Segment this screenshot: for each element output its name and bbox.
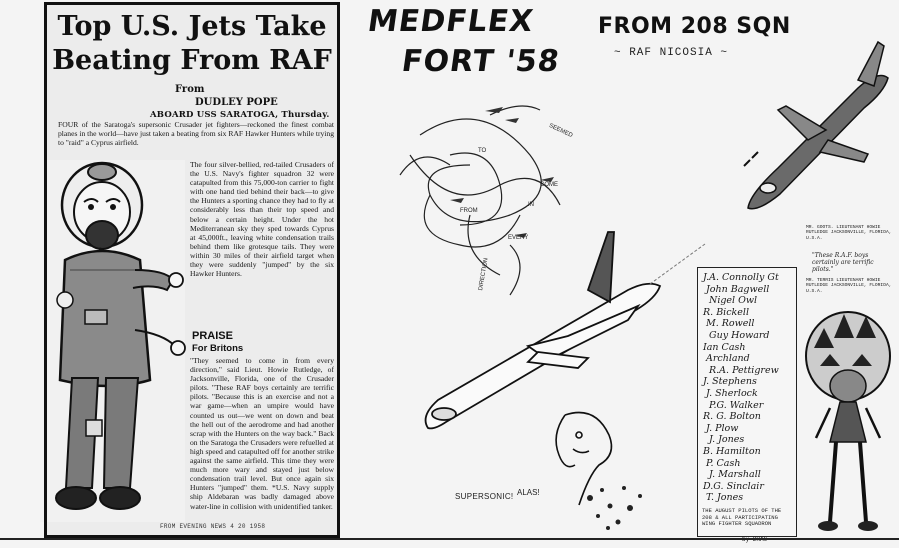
byline-from: From	[175, 84, 205, 95]
article-paragraph-1: FOUR of the Saratoga's supersonic Crusader jet fighters—reckoned the finest combat planes in the world—have just taken a beating from six RAF Hawker Hunters while trying to "raid" a Cyprus airfield.	[58, 120, 334, 148]
note-quote: "These R.A.F. boys certainly are terrific pilots."	[812, 252, 874, 273]
signature-footer: THE AUGUST PILOTS OF THE 208 & ALL PARTICIPATING WING FIGHTER SQUADRON	[702, 507, 782, 527]
headline-line-2: Beating From RAF	[52, 45, 332, 76]
article-paragraph-2: The four silver-bellied, red-tailed Crusaders of the U.S. Navy's fighter squadron 32 were catapulted from this 75,000-ton carrier to fight with one hand tied behind their back—to give the Hunters a sporting chance they had to fly at considerably less than their top speed and below a certain height. Under the hot Mediterranean sky they sped towards Cyprus at 45,000ft., leaving white condensation trails behind them like grotesque tails. They were within 30 miles of their airfield target when they were suddenly "jumped" by the six Hawker Hunters.	[190, 160, 334, 279]
tribal-mask-cartoon	[800, 308, 898, 538]
title-from-208-sqn: FROM 208 SQN	[598, 14, 791, 39]
signature: J. Sherlock	[706, 388, 758, 399]
title-raf-nicosia: ~ RAF NICOSIA ~	[614, 47, 729, 59]
headline-line-1: Top U.S. Jets Take	[57, 11, 327, 42]
sketch-label-in: IN	[528, 202, 534, 208]
sketch-label-direction: DIRECTION	[478, 257, 490, 292]
signature: D.G. Sinclair	[703, 480, 764, 492]
signature: T. Jones	[706, 492, 744, 504]
sketch-label-to: TO	[478, 148, 487, 154]
signature: R. G. Bolton	[703, 411, 761, 423]
signature: P.G. Walker	[709, 399, 764, 411]
signature: M. Rowell	[706, 318, 755, 330]
article-paragraph-3: "They seemed to come in from every direction," said Lieut. Howie Rutledge, of Jacksonville, Florida, one of the Crusader pilots. "These RAF boys certainly are terrific pilots. "Because this is an exercise and not a war game—when an umpire would have counted us out—we went on down and beat the hell out of the aerodrome and had another scrap with the Hunters on the way back." Back on the Saratoga the Crusaders were refuelled at high speed and catapulted off for another strike against the same airfield. This time they were much more wary and stayed just below condensation trail level. But once again six Hunters "jumped" them. *U.S. Navy supply ship Aldebaran was badly damaged above water-line in collision with unidentified tanker.	[190, 356, 334, 511]
signature: Guy Howard	[709, 330, 770, 341]
signature: J. Marshall	[709, 469, 761, 481]
sketch-label-seemed: SEEMED	[547, 122, 574, 140]
signature: P. Cash	[706, 457, 741, 469]
subhead-praise: PRAISE	[192, 330, 233, 342]
clipping-source: FROM EVENING NEWS 4 20 1958	[160, 523, 266, 530]
signature: J. Stephens	[703, 376, 757, 388]
signature: J. Plow	[706, 422, 739, 434]
signature: R.A. Pettigrew	[709, 364, 779, 376]
sketch-label-come: COME	[540, 182, 558, 188]
title-fort-58: FORT '58	[399, 44, 563, 79]
signature: Nigel Owl	[709, 295, 758, 307]
signature: Archland	[706, 353, 750, 365]
signature: R. Bickell	[703, 306, 749, 318]
signature: J. Jones	[709, 434, 745, 446]
title-medflex: MEDFLEX	[365, 4, 536, 39]
note-bottom: MR. TERRIS LIEUTENANT HOWIE RUTLEDGE JACKSONVILLE, FLORIDA, U.S.A.	[806, 278, 892, 294]
clipping-border	[44, 2, 340, 538]
page-bottom-rule	[0, 538, 899, 540]
sketch-label-every: EVERY	[508, 235, 529, 241]
dateline: ABOARD USS SARATOGA, Thursday.	[150, 110, 330, 120]
caption-alas: ALAS!	[517, 488, 540, 497]
signature: John Bagwell	[706, 283, 770, 295]
caption-supersonic: SUPERSONIC!	[455, 492, 514, 501]
byline-name: DUDLEY POPE	[195, 97, 278, 108]
subhead-for-britons: For Britons	[192, 343, 244, 354]
note-top: MR. GOOTS. LIEUTENANT HOWIE RUTLEDGE JACKSONVILLE, FLORIDA, U.S.A.	[806, 225, 892, 241]
hunter-jet-drawing	[738, 40, 898, 215]
sketch-label-from: FROM	[460, 208, 478, 214]
signature: B. Hamilton	[703, 446, 761, 457]
explosion-debris	[580, 478, 650, 533]
signature: J.A. Connolly Gt	[703, 272, 779, 283]
signature: Ian Cash	[703, 341, 746, 353]
